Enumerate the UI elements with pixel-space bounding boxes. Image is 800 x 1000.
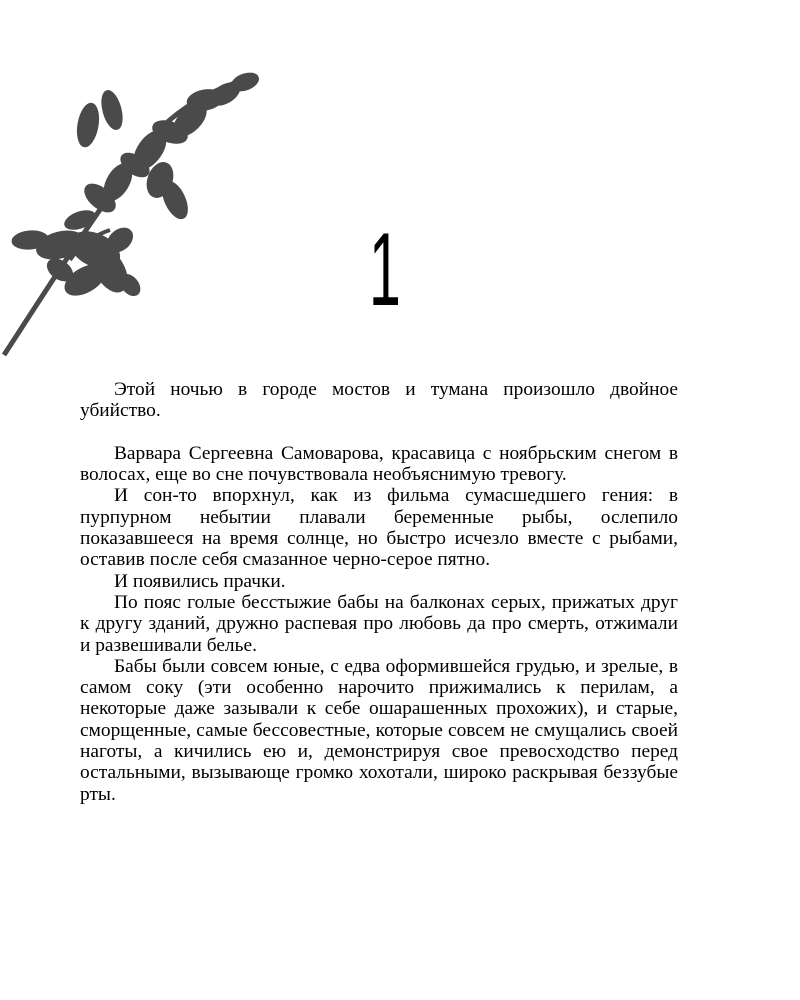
paragraph: По пояс голые бесстыжие бабы на балконах серых, прижатых друг к другу зданий, дружно распевая про любовь да про смерть, отжимали и развешивали белье.: [80, 591, 678, 656]
chapter-text: [80, 379, 678, 805]
paragraph: Этой ночью в городе мостов и тумана произошло двойное убийство.: [80, 379, 678, 422]
paragraph: И появились прачки.: [114, 570, 286, 592]
paragraph: Варвара Сергеевна Самоварова, красавица с ноябрьским снегом в волосах, еще во сне почувствовала необъяснимую тревогу.: [80, 442, 678, 486]
flower-branch-icon: [0, 70, 270, 360]
paragraph: И сон-то впорхнул, как из фильма сумасшедшего гения: в пурпурном небытии плавали беременные рыбы, ослепило показавшееся на время солнце, но быстро исчезло вместе с рыбами, оставив после себя смазанное черно-серое пятно.: [80, 485, 678, 571]
paragraph: Бабы были совсем юные, с едва оформившейся грудью, и зрелые, в самом соку (эти особенно нарочито прижимались к перилам, а некоторые даже зазывали к себе ошарашенных прохожих), и старые, сморщенные, самые бессовестные, которые совсем не смущались своей наготы, а кичились ею и, демонстрируя свое превосходство перед остальными, вызывающе громко хохотали, широко раскрывая беззубые рты.: [80, 655, 678, 805]
chapter-number: 1: [369, 212, 401, 328]
